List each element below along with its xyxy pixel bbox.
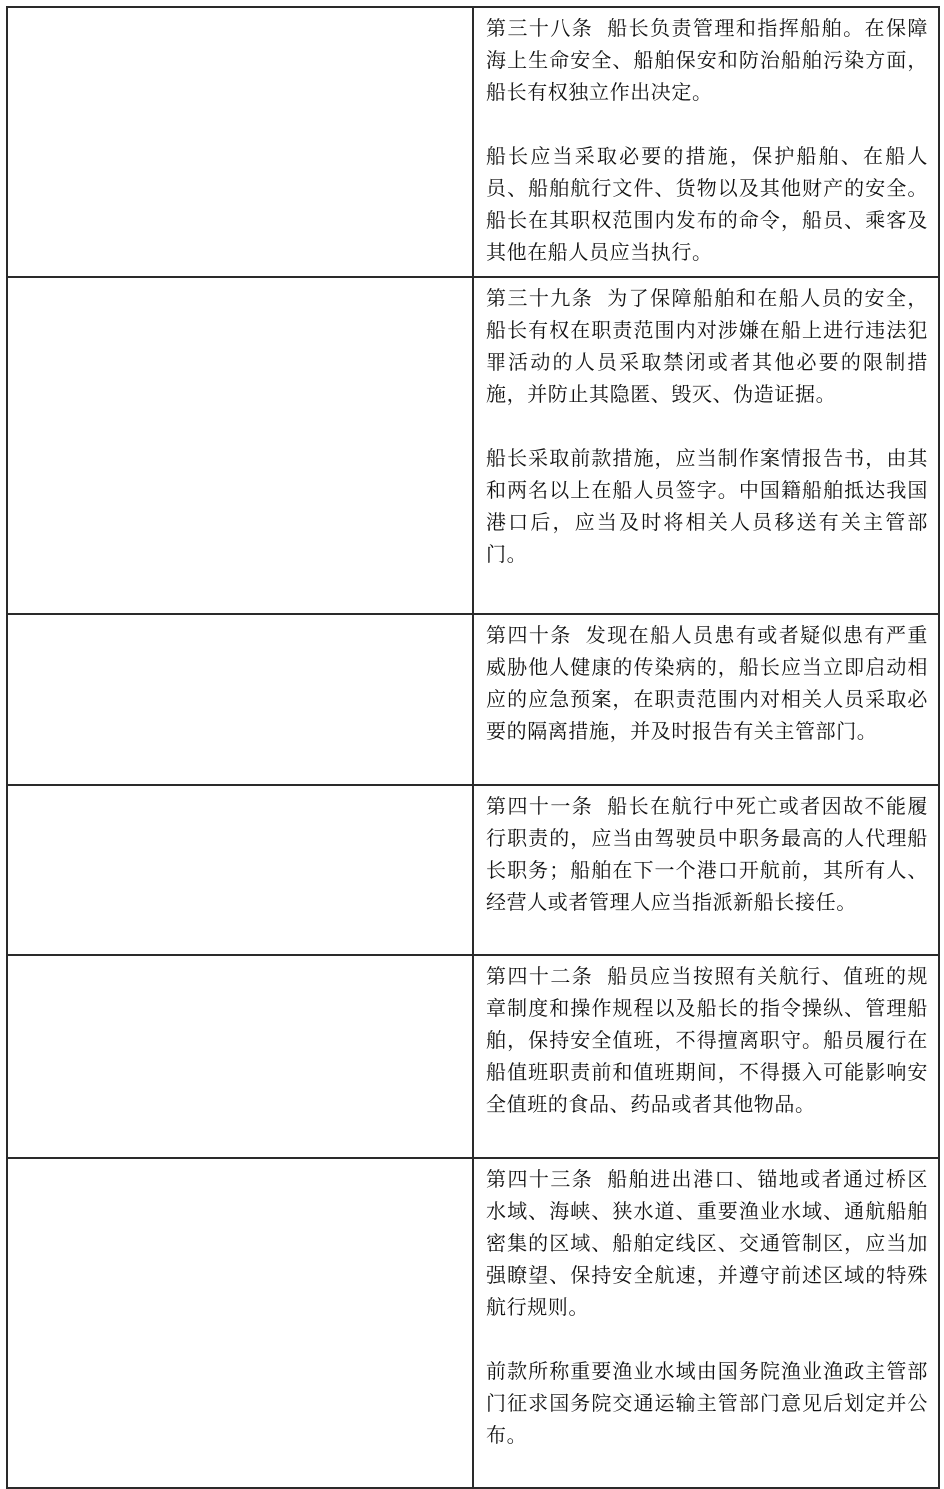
article-number: 第四十一条 [486, 794, 594, 818]
article-paragraph [486, 960, 928, 1120]
article-number: 第三十八条 [486, 16, 594, 40]
article-text: 船长在航行中死亡或者因故不能履行职责的，应当由驾驶员中职务最高的人代理船长职务；船舶在下一个港口开航前，其所有人、经营人或者管理人应当指派新船长接任。 [486, 794, 929, 914]
article-paragraph: 前款所称重要渔业水域由国务院渔业渔政主管部门征求国务院交通运输主管部门意见后划定并公布。 [486, 1359, 928, 1447]
article-number: 第四十条 [486, 623, 572, 647]
table-row [7, 7, 939, 277]
article-text: 船长负责管理和指挥船舶。在保障海上生命安全、船舶保安和防治船舶污染方面，船长有权独立作出决定。 [486, 16, 929, 104]
article-paragraph [486, 1163, 928, 1323]
article-paragraph [486, 790, 928, 918]
left-cell-empty [7, 955, 473, 1158]
table-row [7, 614, 939, 785]
left-cell-empty [7, 614, 473, 785]
table-row [7, 277, 939, 614]
article-paragraph: 船长采取前款措施，应当制作案情报告书，由其和两名以上在船人员签字。中国籍船舶抵达我国港口后，应当及时将相关人员移送有关主管部门。 [486, 446, 928, 566]
article-paragraph [486, 12, 928, 108]
article-text: 船员应当按照有关航行、值班的规章制度和操作规程以及船长的指令操纵、管理船舶，保持安全值班，不得擅离职守。船员履行在船值班职责前和值班期间，不得摄入可能影响安全值班的食品、药品或者其他物品。 [486, 964, 929, 1116]
left-cell-empty [7, 7, 473, 277]
left-cell-empty [7, 785, 473, 955]
article-number: 第四十三条 [486, 1167, 594, 1191]
article-text: 船舶进出港口、锚地或者通过桥区水域、海峡、狭水道、重要渔业水域、通航船舶密集的区域、船舶定线区、交通管制区，应当加强瞭望、保持安全航速，并遵守前述区域的特殊航行规则。 [486, 1167, 929, 1319]
article-number: 第四十二条 [486, 964, 594, 988]
left-cell-empty [7, 277, 473, 614]
table-row [7, 955, 939, 1158]
article-number: 第三十九条 [486, 286, 594, 310]
article-cell [473, 955, 939, 1158]
article-cell [473, 7, 939, 277]
article-paragraph [486, 619, 928, 747]
article-paragraph [486, 282, 928, 410]
article-cell [473, 614, 939, 785]
article-paragraph: 船长应当采取必要的措施，保护船舶、在船人员、船舶航行文件、货物以及其他财产的安全。船长在其职权范围内发布的命令，船员、乘客及其他在船人员应当执行。 [486, 144, 928, 264]
article-cell [473, 785, 939, 955]
article-text: 为了保障船舶和在船人员的安全，船长有权在职责范围内对涉嫌在船上进行违法犯罪活动的人员采取禁闭或者其他必要的限制措施，并防止其隐匿、毁灭、伪造证据。 [486, 286, 929, 406]
article-text: 发现在船人员患有或者疑似患有严重威胁他人健康的传染病的，船长应当立即启动相应的应急预案，在职责范围内对相关人员采取必要的隔离措施，并及时报告有关主管部门。 [486, 623, 928, 743]
comparison-table [6, 6, 940, 1489]
table-row [7, 1158, 939, 1488]
left-cell-empty [7, 1158, 473, 1488]
article-cell [473, 1158, 939, 1488]
table-row [7, 785, 939, 955]
article-cell [473, 277, 939, 614]
